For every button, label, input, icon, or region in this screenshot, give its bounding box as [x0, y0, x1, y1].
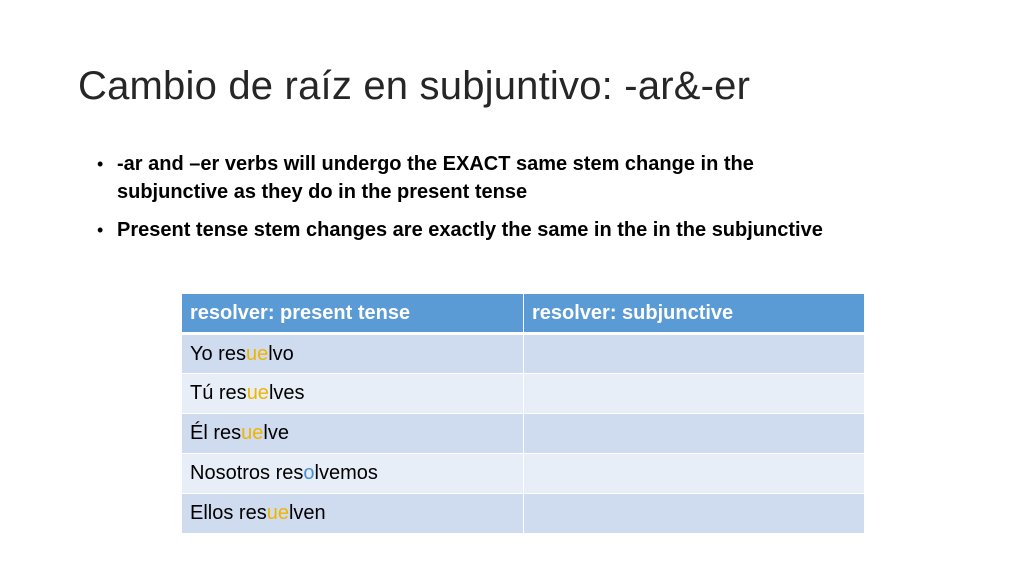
bullet-text: -ar and –er verbs will undergo the EXACT same stem change in the subjunctive as they do in the present tense [117, 153, 754, 203]
present-tense-cell [182, 414, 524, 454]
verb-prefix: Él res [190, 422, 242, 444]
verb-suffix: lvemos [314, 462, 378, 484]
bullet-dot-icon: • [97, 220, 104, 240]
stem-change: ue [246, 382, 269, 404]
subjunctive-cell[interactable] [524, 334, 865, 374]
verb-prefix: Tú res [190, 382, 247, 404]
present-tense-cell [182, 374, 524, 414]
header-present-tense: resolver: present tense [182, 294, 524, 334]
bullet-list [94, 150, 854, 254]
present-tense-cell [182, 334, 524, 374]
verb-prefix: Yo res [190, 342, 246, 365]
bullet-item [94, 150, 854, 206]
table-row [182, 494, 865, 534]
bullet-dot-icon: • [97, 154, 104, 174]
stem-change: ue [266, 502, 289, 524]
stem-change: ue [245, 342, 269, 365]
slide-title: Cambio de raíz en subjuntivo: -ar&-er [78, 64, 751, 108]
header-subjunctive: resolver: subjunctive [524, 294, 865, 334]
subjunctive-cell[interactable] [524, 494, 865, 534]
table-row [182, 334, 865, 374]
bullet-item [94, 216, 854, 244]
present-tense-cell [182, 454, 524, 494]
conjugation-table [181, 293, 865, 534]
verb-suffix: lve [263, 422, 289, 444]
table-header-row [182, 294, 865, 334]
subjunctive-cell[interactable] [524, 414, 865, 454]
verb-prefix: Nosotros res [190, 462, 304, 484]
verb-suffix: lvo [268, 342, 294, 365]
verb-suffix: lves [268, 382, 305, 404]
present-tense-cell [182, 494, 524, 534]
stem-vowel: o [303, 462, 315, 484]
subjunctive-cell[interactable] [524, 374, 865, 414]
table-row [182, 414, 865, 454]
verb-prefix: Ellos res [190, 502, 267, 524]
table-row [182, 454, 865, 494]
table-row [182, 374, 865, 414]
bullet-text: Present tense stem changes are exactly the same in the in the subjunctive [117, 219, 823, 241]
stem-change: ue [241, 422, 264, 444]
subjunctive-cell[interactable] [524, 454, 865, 494]
verb-suffix: lven [288, 502, 326, 524]
